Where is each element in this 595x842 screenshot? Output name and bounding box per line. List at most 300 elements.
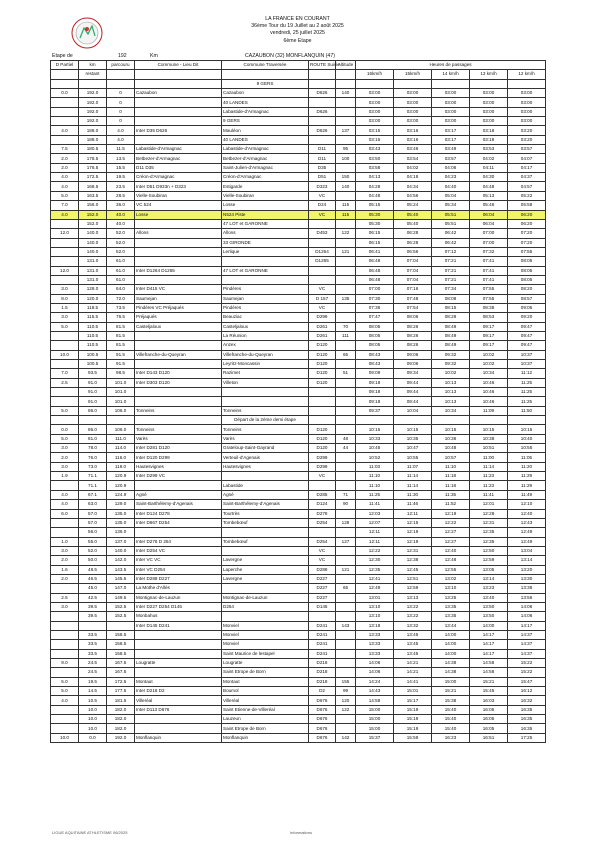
table-cell (309, 275, 336, 284)
table-cell: 07:21 (432, 275, 470, 284)
table-cell: 03:00 (356, 89, 394, 98)
table-cell: 106.0 (107, 406, 135, 415)
table-cell: 07:16 (394, 285, 432, 294)
table-cell (51, 612, 79, 621)
table-cell: 86.0 (79, 406, 107, 415)
table-cell: 6.0 (51, 509, 79, 518)
table-cell: 14:38 (432, 659, 470, 668)
table-cell: 03:00 (470, 107, 508, 116)
table-cell: 192.0 (79, 89, 107, 98)
table-cell: 13:33 (356, 649, 394, 658)
table-cell: 55.0 (79, 537, 107, 546)
table-cell: 13:02 (432, 574, 470, 583)
table-row (51, 154, 546, 163)
table-row (51, 425, 546, 434)
table-cell: 14:24 (356, 677, 394, 686)
table-cell: 15:21 (470, 677, 508, 686)
table-cell: 5.0 (51, 191, 79, 200)
table-cell: 03:54 (394, 154, 432, 163)
table-cell: 40.0 (107, 219, 135, 228)
table-row (51, 275, 546, 284)
table-cell: 122 (336, 229, 356, 238)
table-cell: Lougratte (222, 659, 309, 668)
table-cell: 15:22 (508, 668, 546, 677)
table-cell: 11:49 (508, 490, 546, 499)
table-cell: 15:40 (432, 715, 470, 724)
table-cell: D 157 (309, 294, 336, 303)
table-cell: 10:34 (470, 369, 508, 378)
table-cell: 14:17 (470, 649, 508, 658)
table-cell: D120 (309, 434, 336, 443)
table-cell: 10:37 (508, 360, 546, 369)
table-cell: 3.0 (51, 602, 79, 611)
col-header-restant: restant (79, 70, 107, 79)
table-cell: 10:38 (470, 434, 508, 443)
table-cell: D24 (309, 201, 336, 210)
table-cell: 15:19 (394, 715, 432, 724)
table-cell: Hautesvignes (222, 462, 309, 471)
table-cell: 180.5 (79, 145, 107, 154)
col-header-route: ROUTE Suivie (309, 61, 336, 70)
table-cell: 114.0 (107, 444, 135, 453)
table-cell: 145.5 (107, 574, 135, 583)
event-dates: 36ème Tour du 19 Juillet au 2 août 2025 (251, 23, 344, 29)
table-cell: 03:00 (508, 89, 546, 98)
table-cell: Pindères (222, 303, 309, 312)
table-cell: 9.0 (51, 659, 79, 668)
table-cell: 1.0 (51, 537, 79, 546)
table-cell: Grateloup-Saint-Gayrand (222, 444, 309, 453)
table-cell: 15:17 (394, 696, 432, 705)
table-cell: 91.5 (107, 360, 135, 369)
table-cell (336, 378, 356, 387)
table-cell: 13:05 (470, 565, 508, 574)
table-cell: 140.0 (79, 238, 107, 247)
table-cell: 10:02 (470, 350, 508, 359)
table-cell: 06:28 (394, 238, 432, 247)
table-cell: 04:57 (508, 182, 546, 191)
table-row (51, 294, 546, 303)
table-cell: 04:23 (432, 173, 470, 182)
table-cell (432, 79, 470, 88)
table-cell: 91.0 (79, 378, 107, 387)
table-cell (135, 79, 222, 88)
table-cell: 12:07 (356, 518, 394, 527)
table-cell: 15:21 (432, 687, 470, 696)
table-cell: 15:19 (394, 724, 432, 733)
table-cell: 76.5 (107, 313, 135, 322)
table-cell: Pindères (222, 285, 309, 294)
table-cell: 09:18 (356, 397, 394, 406)
table-cell: 12:48 (432, 556, 470, 565)
table-cell: 13:25 (432, 593, 470, 602)
table-cell: 09:06 (394, 350, 432, 359)
table-row (51, 462, 546, 471)
table-cell: 10:02 (432, 369, 470, 378)
table-cell: 06:56 (394, 247, 432, 256)
table-cell: 15:00 (356, 724, 394, 733)
table-cell: La Mothe d'Allès (135, 584, 222, 593)
table-cell: 11:05 (508, 453, 546, 462)
table-cell: 147.0 (107, 584, 135, 593)
table-cell: Casteljaloux (135, 322, 222, 331)
table-cell (336, 462, 356, 471)
table-cell: 05:51 (432, 219, 470, 228)
table-cell: 73.0 (79, 462, 107, 471)
table-cell: 176.5 (79, 163, 107, 172)
table-row (51, 659, 546, 668)
table-cell (51, 649, 79, 658)
table-cell: 09:18 (356, 378, 394, 387)
table-cell: 07:04 (394, 275, 432, 284)
table-cell: 14:00 (470, 621, 508, 630)
table-cell (508, 79, 546, 88)
table-cell: 2.0 (51, 453, 79, 462)
table-row (51, 388, 546, 397)
table-cell: 14:17 (470, 640, 508, 649)
table-row (51, 210, 546, 219)
table-cell: 07:21 (432, 257, 470, 266)
table-cell: 14:41 (394, 677, 432, 686)
table-cell (51, 247, 79, 256)
table-row (51, 266, 546, 275)
table-cell: 07:00 (470, 229, 508, 238)
table-cell: VC (309, 303, 336, 312)
table-row (51, 556, 546, 565)
table-cell (508, 416, 546, 425)
table-cell: 91.5 (107, 350, 135, 359)
table-cell: Inter D227 D254 D145 (135, 602, 222, 611)
table-cell: Agné (135, 490, 222, 499)
table-cell: 04:37 (508, 173, 546, 182)
table-cell: 07:54 (394, 303, 432, 312)
table-cell: 140.0 (79, 247, 107, 256)
table-cell: D676 (309, 696, 336, 705)
table-cell: 39.5 (79, 602, 107, 611)
table-cell: Inter D145 D241 (135, 621, 222, 630)
footer-right: Informations (290, 830, 313, 835)
table-cell: 11:00 (470, 453, 508, 462)
table-cell: 137 (336, 126, 356, 135)
table-cell: 08:49 (432, 331, 470, 340)
table-cell: 03:00 (470, 89, 508, 98)
table-row (51, 341, 546, 350)
table-cell: Labastide (222, 481, 309, 490)
table-cell (222, 472, 309, 481)
table-cell (336, 388, 356, 397)
table-cell: 24.5 (79, 659, 107, 668)
table-cell: 135.0 (107, 509, 135, 518)
table-cell: 08:26 (394, 331, 432, 340)
table-cell: 98.5 (107, 369, 135, 378)
table-cell: Saint Etienne-de-Villeréal (222, 705, 309, 714)
table-cell: 11:30 (394, 490, 432, 499)
table-cell: Monviel (222, 621, 309, 630)
table-cell: 11:10 (432, 462, 470, 471)
table-cell (135, 388, 222, 397)
table-cell (135, 649, 222, 658)
table-cell (336, 360, 356, 369)
table-cell: 71 (336, 490, 356, 499)
table-row (51, 229, 546, 238)
table-cell: 03:20 (508, 126, 546, 135)
table-cell: Pindères VC Préjaqués (135, 303, 222, 312)
table-cell (309, 416, 336, 425)
table-cell: 05:40 (394, 210, 432, 219)
table-cell: VC (309, 472, 336, 481)
table-cell: Saumejan (222, 294, 309, 303)
table-cell: 2.0 (51, 163, 79, 172)
table-cell: 11:41 (356, 500, 394, 509)
table-cell: 13:23 (470, 584, 508, 593)
table-cell: 03:00 (508, 117, 546, 126)
table-cell: 13:45 (394, 630, 432, 639)
table-cell: 04:11 (470, 163, 508, 172)
table-cell: 05:34 (432, 201, 470, 210)
table-cell: 111 (336, 331, 356, 340)
table-cell (394, 79, 432, 88)
table-cell: 13.5 (107, 154, 135, 163)
table-cell: 10:15 (470, 425, 508, 434)
table-cell: 09:06 (394, 360, 432, 369)
table-row (51, 715, 546, 724)
table-cell (107, 416, 135, 425)
table-cell: Tonneins (222, 425, 309, 434)
table-cell: 13:44 (432, 621, 470, 630)
table-cell: Mauléon (222, 126, 309, 135)
table-cell: 09:32 (432, 350, 470, 359)
table-cell (51, 98, 79, 107)
table-cell: 33.5 (79, 640, 107, 649)
table-cell: D261 (309, 322, 336, 331)
table-cell: 10:15 (508, 425, 546, 434)
table-cell: 06:42 (432, 229, 470, 238)
table-cell: 04:56 (394, 191, 432, 200)
table-cell: 15:59 (394, 733, 432, 742)
table-row (51, 331, 546, 340)
table-cell: 11:14 (394, 481, 432, 490)
table-cell: 11:35 (432, 490, 470, 499)
table-row (51, 668, 546, 677)
table-cell: 142 (336, 733, 356, 742)
table-cell: 12:59 (470, 556, 508, 565)
table-row (51, 360, 546, 369)
table-cell: D254 (309, 537, 336, 546)
table-cell: Inter D299 VC (135, 472, 222, 481)
table-cell: 121 (336, 247, 356, 256)
table-cell: 106.0 (107, 425, 135, 434)
table-cell: D124 (309, 500, 336, 509)
table-cell: 19.5 (79, 677, 107, 686)
table-cell: 56.0 (79, 528, 107, 537)
table-cell: 06:48 (356, 257, 394, 266)
table-cell: 101.0 (107, 388, 135, 397)
table-cell: 11:14 (470, 462, 508, 471)
table-cell (309, 266, 336, 275)
table-row (51, 126, 546, 135)
table-cell: 03:16 (394, 135, 432, 144)
table-cell: 05:30 (356, 210, 394, 219)
table-cell (222, 257, 309, 266)
table-cell: 3.0 (51, 462, 79, 471)
table-cell: 119.0 (107, 462, 135, 471)
table-cell: 0.0 (51, 89, 79, 98)
table-cell (222, 546, 309, 555)
table-cell: 10:04 (394, 406, 432, 415)
table-cell: 07:04 (394, 266, 432, 275)
table-cell: 178.5 (79, 154, 107, 163)
table-cell: 13:10 (432, 584, 470, 593)
table-cell (135, 640, 222, 649)
table-cell: 13:10 (356, 612, 394, 621)
table-cell: 12:35 (356, 565, 394, 574)
table-cell: D299 (309, 462, 336, 471)
table-cell: 76.0 (79, 453, 107, 462)
table-cell (222, 528, 309, 537)
table-cell: 07:04 (394, 257, 432, 266)
table-cell: 11:29 (508, 481, 546, 490)
table-row (51, 500, 546, 509)
table-cell: 14:06 (356, 659, 394, 668)
table-cell: Anzex (222, 341, 309, 350)
table-cell: D278 (309, 509, 336, 518)
table-cell: 05:15 (356, 201, 394, 210)
table-cell: 13:33 (356, 640, 394, 649)
table-cell: 128.0 (79, 285, 107, 294)
table-cell: 09:44 (394, 397, 432, 406)
table-cell (309, 135, 336, 144)
table-cell: 12:19 (394, 537, 432, 546)
table-cell: Préjaqués (135, 313, 222, 322)
table-cell: 4.0 (51, 500, 79, 509)
table-cell: Inter D254 VC (135, 546, 222, 555)
table-cell: 09:32 (432, 360, 470, 369)
table-cell: 140.0 (79, 229, 107, 238)
table-cell: 120.9 (107, 472, 135, 481)
table-cell: 04:17 (508, 163, 546, 172)
table-cell: 03:58 (356, 163, 394, 172)
table-cell: 182.0 (107, 705, 135, 714)
table-cell: 03:00 (470, 117, 508, 126)
table-cell: Monviel (222, 630, 309, 639)
table-cell: 14:00 (432, 640, 470, 649)
table-cell: D254 (309, 518, 336, 527)
table-cell: 136.0 (107, 528, 135, 537)
table-cell: 15:40 (432, 724, 470, 733)
table-cell: 3.0 (51, 313, 79, 322)
table-cell: 15:19 (394, 705, 432, 714)
table-cell: 10:13 (432, 397, 470, 406)
table-cell: 07:34 (432, 285, 470, 294)
table-cell: 14:06 (508, 602, 546, 611)
table-cell: D676 (309, 715, 336, 724)
table-cell: 08:43 (356, 350, 394, 359)
table-cell: D323 (309, 182, 336, 191)
table-cell: 09:47 (508, 322, 546, 331)
table-cell: 61.0 (107, 275, 135, 284)
table-row (51, 173, 546, 182)
table-cell: Tourtrès (222, 509, 309, 518)
table-cell: Villefranche-du-Queyran (222, 350, 309, 359)
table-cell: 71.1 (79, 472, 107, 481)
table-cell: 13:38 (508, 584, 546, 593)
table-cell: 03:00 (432, 117, 470, 126)
table-cell: Leyritz-Moncassin (222, 360, 309, 369)
table-cell: 5.0 (51, 677, 79, 686)
table-cell (336, 546, 356, 555)
table-cell: 09:20 (508, 313, 546, 322)
table-cell: 11:18 (432, 472, 470, 481)
table-cell: 12:43 (508, 518, 546, 527)
table-cell: 52.0 (79, 546, 107, 555)
subheader-blank (309, 70, 336, 79)
table-cell: 10:57 (432, 453, 470, 462)
table-cell: 15:37 (356, 733, 394, 742)
table-cell: 5.0 (51, 687, 79, 696)
table-cell: 5.0 (51, 322, 79, 331)
table-cell: 10.0 (79, 705, 107, 714)
table-cell: 131.0 (79, 275, 107, 284)
table-cell: 12:35 (470, 537, 508, 546)
table-cell (135, 630, 222, 639)
table-cell (51, 341, 79, 350)
table-cell: 12:22 (356, 546, 394, 555)
table-cell: 12.0 (51, 266, 79, 275)
table-cell: 13:10 (356, 602, 394, 611)
table-cell: 65 (336, 350, 356, 359)
table-cell: 03:15 (356, 126, 394, 135)
table-cell (135, 528, 222, 537)
table-cell (135, 107, 222, 116)
table-cell: 08:15 (432, 303, 470, 312)
table-cell: 1.6 (51, 565, 79, 574)
table-cell: 08:28 (432, 313, 470, 322)
subheader-blank (336, 70, 356, 79)
table-cell: D11 (309, 154, 336, 163)
table-cell: 16:12 (508, 687, 546, 696)
table-cell: 12.0 (51, 229, 79, 238)
table-cell: VC (309, 285, 336, 294)
table-cell: 10:37 (508, 350, 546, 359)
table-cell: 0 (107, 117, 135, 126)
table-cell: 03:18 (470, 126, 508, 135)
table-cell (336, 117, 356, 126)
table-cell: 12:28 (470, 509, 508, 518)
table-cell: 07:55 (470, 285, 508, 294)
col-header-speed: 15km/h (394, 70, 432, 79)
table-row (51, 191, 546, 200)
table-cell: Lauzeun (222, 715, 309, 724)
table-cell: 13:01 (356, 593, 394, 602)
table-cell: 11:07 (394, 462, 432, 471)
table-cell: 95 (336, 145, 356, 154)
table-cell: D120 (309, 369, 336, 378)
table-cell: 1.9 (51, 472, 79, 481)
table-cell: 12:35 (470, 528, 508, 537)
table-cell: 4.0 (51, 126, 79, 135)
table-cell: 12:40 (508, 509, 546, 518)
table-cell (79, 621, 107, 630)
table-cell: Inter D1264 D1265 (135, 266, 222, 275)
table-cell: 115 (336, 201, 356, 210)
table-cell: 07:55 (508, 247, 546, 256)
table-cell: D299 (309, 453, 336, 462)
table-cell (309, 481, 336, 490)
table-cell: Cazaubon (135, 89, 222, 98)
table-cell: 110.5 (79, 331, 107, 340)
table-row (51, 687, 546, 696)
table-cell (336, 98, 356, 107)
